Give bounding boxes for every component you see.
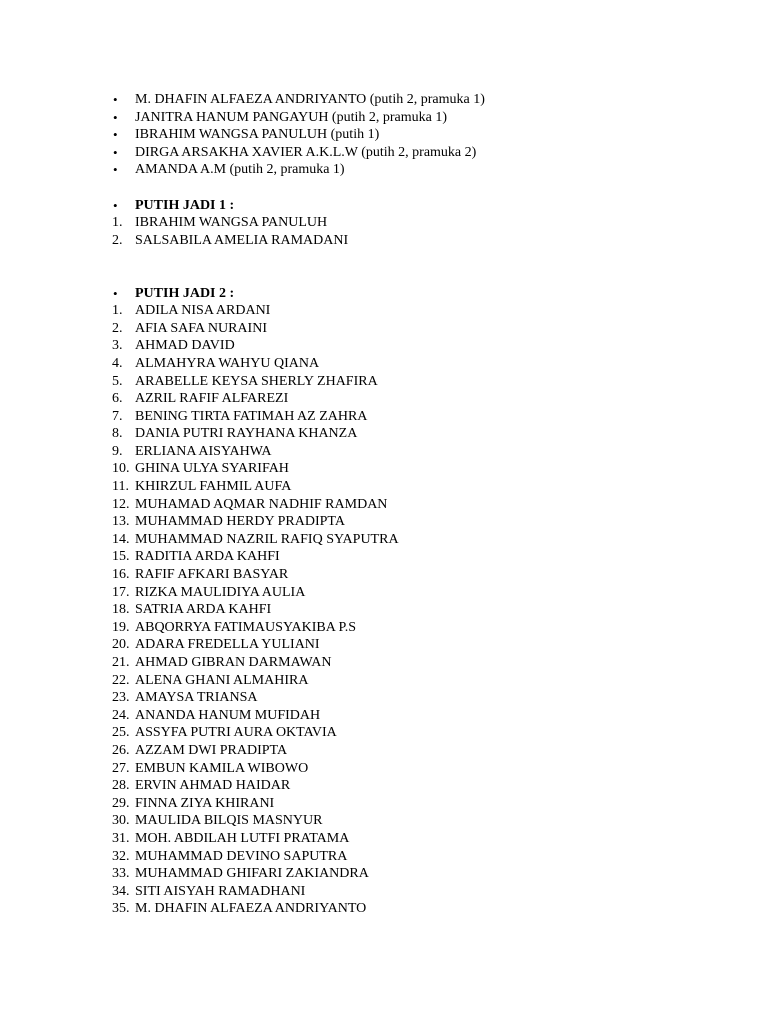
putih-jadi-1-section — [0, 197, 768, 250]
list-item-name: FINNA ZIYA KHIRANI — [135, 795, 275, 811]
list-item-name: ADARA FREDELLA YULIANI — [135, 637, 320, 653]
list-item-number: 3. — [112, 338, 123, 354]
list-item — [0, 373, 768, 391]
list-item — [0, 355, 768, 373]
list-item-name: KHIRZUL FAHMIL AUFA — [135, 479, 292, 495]
list-item-name: SITI AISYAH RAMADHANI — [135, 883, 306, 899]
list-item-name: M. DHAFIN ALFAEZA ANDRIYANTO — [135, 901, 367, 917]
list-item — [0, 848, 768, 866]
list-item-name: RAFIF AFKARI BASYAR — [135, 567, 289, 583]
section-heading-text: PUTIH JADI 2 : — [135, 285, 235, 301]
list-item — [0, 337, 768, 355]
list-item-name: MUHAMAD AQMAR NADHIF RAMDAN — [135, 496, 388, 512]
list-item-name: ALENA GHANI ALMAHIRA — [135, 672, 309, 688]
list-item-text: JANITRA HANUM PANGAYUH (putih 2, pramuka 1) — [135, 109, 448, 125]
list-item-name: AFIA SAFA NURAINI — [135, 320, 267, 336]
list-item-name: MUHAMMAD DEVINO SAPUTRA — [135, 848, 348, 864]
list-item — [0, 460, 768, 478]
list-item-number: 8. — [112, 426, 123, 442]
list-item — [0, 654, 768, 672]
list-item-name: MUHAMMAD HERDY PRADIPTA — [135, 514, 345, 530]
list-item-number: 13. — [112, 514, 130, 530]
list-item-number: 23. — [112, 690, 130, 706]
bullet-icon: • — [113, 144, 118, 160]
list-item — [0, 214, 768, 232]
list-item — [0, 126, 768, 144]
list-item — [0, 812, 768, 830]
list-item-name: MAULIDA BILQIS MASNYUR — [135, 813, 323, 829]
list-item-name: RIZKA MAULIDIYA AULIA — [135, 584, 306, 600]
list-item — [0, 443, 768, 461]
list-item-name: AZZAM DWI PRADIPTA — [135, 742, 288, 758]
list-item-number: 12. — [112, 496, 130, 512]
list-item — [0, 478, 768, 496]
list-item-name: SALSABILA AMELIA RAMADANI — [135, 232, 349, 248]
list-item-number: 28. — [112, 778, 130, 794]
bullet-icon: • — [113, 92, 118, 107]
list-item-number: 34. — [112, 883, 130, 899]
list-item-name: SATRIA ARDA KAHFI — [135, 602, 272, 618]
list-item-number: 2. — [112, 232, 123, 248]
list-item-number: 18. — [112, 602, 130, 618]
list-item-number: 21. — [112, 655, 130, 670]
list-item — [0, 408, 768, 426]
list-item-name: EMBUN KAMILA WIBOWO — [135, 760, 309, 776]
list-item — [0, 619, 768, 637]
list-item-number: 16. — [112, 567, 130, 583]
top-bullet-list — [0, 91, 768, 179]
list-item — [0, 566, 768, 584]
list-item-number: 29. — [112, 795, 130, 811]
list-item-number: 15. — [112, 549, 130, 565]
list-item-name: ARABELLE KEYSA SHERLY ZHAFIRA — [135, 373, 378, 389]
list-item-number: 6. — [112, 391, 123, 407]
list-item — [0, 425, 768, 443]
list-item — [0, 161, 768, 179]
list-item-number: 24. — [112, 707, 130, 723]
list-item-text: DIRGA ARSAKHA XAVIER A.K.L.W (putih 2, pramuka 2) — [135, 144, 477, 160]
list-item-number: 30. — [112, 813, 130, 829]
spacer — [0, 249, 768, 284]
list-item — [0, 302, 768, 320]
list-item — [0, 883, 768, 901]
list-item — [0, 531, 768, 549]
list-item — [0, 232, 768, 250]
list-item-number: 11. — [112, 479, 129, 495]
bullet-icon: • — [113, 109, 118, 125]
list-item — [0, 513, 768, 531]
list-item-name: ALMAHYRA WAHYU QIANA — [135, 355, 320, 371]
list-item-name: ABQORRYA FATIMAUSYAKIBA P.S — [135, 619, 357, 635]
list-item — [0, 109, 768, 127]
list-item — [0, 390, 768, 408]
list-item-number: 26. — [112, 742, 130, 758]
list-item-name: ERVIN AHMAD HAIDAR — [135, 778, 291, 794]
list-item-number: 7. — [112, 408, 123, 424]
list-item — [0, 636, 768, 654]
list-item-name: ERLIANA AISYAHWA — [135, 443, 272, 459]
list-item-number: 14. — [112, 531, 130, 547]
list-item-number: 17. — [112, 584, 130, 600]
list-item — [0, 760, 768, 778]
list-item — [0, 724, 768, 742]
list-item — [0, 795, 768, 813]
list-item-text: IBRAHIM WANGSA PANULUH (putih 1) — [135, 127, 380, 143]
bullet-icon: • — [113, 127, 118, 143]
list-item-name: ANANDA HANUM MUFIDAH — [135, 707, 321, 723]
list-item-name: MUHAMMAD NAZRIL RAFIQ SYAPUTRA — [135, 531, 399, 547]
list-item — [0, 320, 768, 338]
section-heading — [0, 197, 768, 215]
section-heading — [0, 285, 768, 303]
putih-jadi-2-section — [0, 285, 768, 918]
spacer — [0, 179, 768, 197]
list-item-number: 1. — [112, 303, 123, 319]
list-item-name: AHMAD GIBRAN DARMAWAN — [135, 655, 332, 670]
section-heading-text: PUTIH JADI 1 : — [135, 197, 235, 213]
list-item-name: ASSYFA PUTRI AURA OKTAVIA — [135, 725, 337, 741]
list-item — [0, 144, 768, 162]
list-item-number: 2. — [112, 320, 123, 336]
list-item — [0, 548, 768, 566]
list-item-number: 27. — [112, 760, 130, 776]
list-item-text: M. DHAFIN ALFAEZA ANDRIYANTO (putih 2, pramuka 1) — [135, 92, 485, 107]
numbered-list — [0, 302, 768, 918]
list-item-number: 25. — [112, 725, 130, 741]
list-item — [0, 777, 768, 795]
list-item-name: BENING TIRTA FATIMAH AZ ZAHRA — [135, 408, 368, 424]
list-item-number: 19. — [112, 619, 130, 635]
list-item-number: 10. — [112, 461, 130, 477]
list-item-number: 33. — [112, 866, 130, 882]
list-item-number: 35. — [112, 901, 130, 917]
list-item-number: 1. — [112, 215, 123, 231]
list-item-name: AHMAD DAVID — [135, 338, 235, 354]
list-item-name: DANIA PUTRI RAYHANA KHANZA — [135, 426, 358, 442]
list-item — [0, 584, 768, 602]
list-item-number: 9. — [112, 443, 123, 459]
list-item — [0, 91, 768, 109]
list-item — [0, 742, 768, 760]
numbered-list — [0, 214, 768, 249]
list-item-name: GHINA ULYA SYARIFAH — [135, 461, 289, 477]
list-item-name: MUHAMMAD GHIFARI ZAKIANDRA — [135, 866, 369, 882]
list-item-name: MOH. ABDILAH LUTFI PRATAMA — [135, 830, 350, 846]
list-item-name: AZRIL RAFIF ALFAREZI — [135, 391, 289, 407]
list-item-number: 5. — [112, 373, 123, 389]
list-item-name: ADILA NISA ARDANI — [135, 303, 271, 319]
list-item — [0, 865, 768, 883]
list-item-number: 32. — [112, 848, 130, 864]
list-item — [0, 900, 768, 918]
bullet-icon: • — [113, 285, 118, 301]
list-item — [0, 830, 768, 848]
list-item — [0, 689, 768, 707]
bullet-icon: • — [113, 197, 118, 213]
list-item-number: 22. — [112, 672, 130, 688]
list-item-number: 31. — [112, 830, 130, 846]
list-item — [0, 496, 768, 514]
list-item — [0, 601, 768, 619]
list-item-text: AMANDA A.M (putih 2, pramuka 1) — [135, 162, 345, 178]
list-item — [0, 672, 768, 690]
list-item-name: RADITIA ARDA KAHFI — [135, 549, 280, 565]
bullet-icon: • — [113, 162, 118, 178]
document-page — [0, 91, 768, 918]
list-item-number: 4. — [112, 355, 123, 371]
list-item-name: AMAYSA TRIANSA — [135, 690, 258, 706]
list-item-name: IBRAHIM WANGSA PANULUH — [135, 215, 328, 231]
list-item-number: 20. — [112, 637, 130, 653]
list-item — [0, 707, 768, 725]
